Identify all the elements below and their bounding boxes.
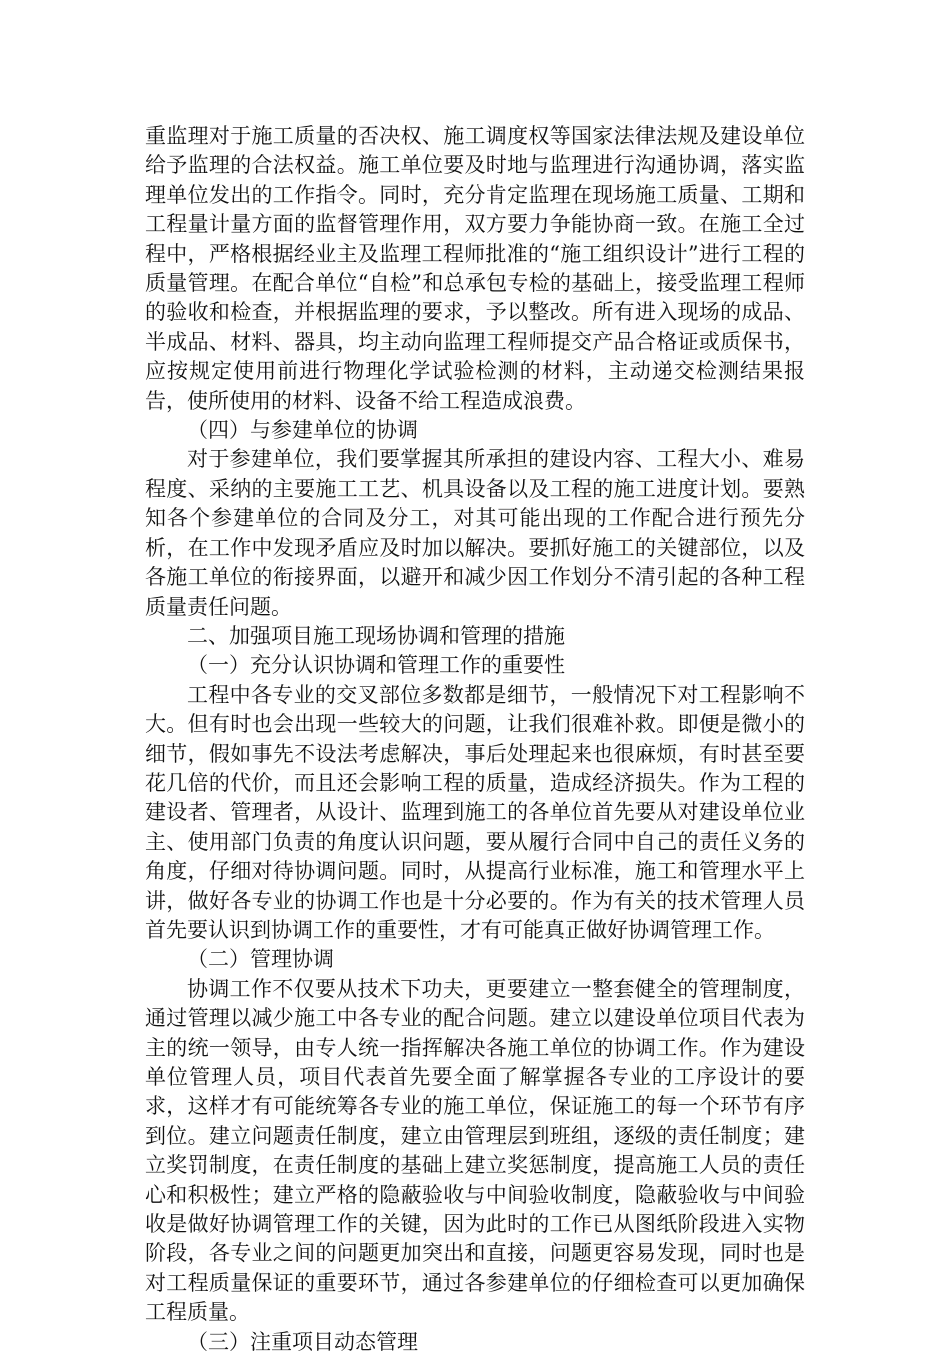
paragraph-participants: 对于参建单位，我们要掌握其所承担的建设内容、工程大小、难易程度、采纳的主要施工工艺、机具设备以及工程的施工进度计划。要熟知各个参建单位的合同及分工，对其可能出现的工作配合进行预先分析，在工作中发现矛盾应及时加以解决。要抓好施工的关键部位，以及各施工单位的衔接界面，以避开和减少因工作划分不清引起的各种工程质量责任问题。 [145, 447, 805, 619]
paragraph-management-coordination: 协调工作不仅要从技术下功夫，更要建立一整套健全的管理制度，通过管理以减少施工中各专业的配合问题。建立以建设单位项目代表为主的统一领导，由专人统一指挥解决各施工单位的协调工作。作为建设单位管理人员，项目代表首先要全面了解掌握各专业的工序设计的要求，这样才有可能统筹各专业的施工单位，保证施工的每一个环节有序到位。建立问题责任制度，建立由管理层到班组，逐级的责任制度；建立奖罚制度，在责任制度的基础上建立奖惩制度，提高施工人员的责任心和积极性；建立严格的隐蔽验收与中间验收制度，隐蔽验收与中间验收是做好协调管理工作的关键，因为此时的工作已从图纸阶段进入实物阶段，各专业之间的问题更加突出和直接，问题更容易发现，同时也是对工程质量保证的重要环节，通过各参建单位的仔细检查可以更加确保工程质量。 [145, 976, 805, 1325]
section-heading-management-coordination: （二）管理协调 [187, 947, 334, 972]
section-heading-importance: （一）充分认识协调和管理工作的重要性 [187, 653, 565, 678]
section-heading-coordination-with-participants: （四）与参建单位的协调 [187, 418, 418, 443]
document-body [145, 122, 805, 1357]
section-heading-dynamic-management: （三）注重项目动态管理 [187, 1329, 418, 1354]
chapter-heading-measures: 二、加强项目施工现场协调和管理的措施 [187, 623, 565, 648]
paragraph-supervision-cooperation: 重监理对于施工质量的否决权、施工调度权等国家法律法规及建设单位给予监理的合法权益。施工单位要及时地与监理进行沟通协调，落实监理单位发出的工作指令。同时，充分肯定监理在现场施工质量、工期和工程量计量方面的监督管理作用，双方要力争能协商一致。在施工全过程中，严格根据经业主及监理工程师批准的“施工组织设计”进行工程的质量管理。在配合单位“自检”和总承包专检的基础上，接受监理工程师的验收和检查，并根据监理的要求，予以整改。所有进入现场的成品、半成品、材料、器具，均主动向监理工程师提交产品合格证或质保书，应按规定使用前进行物理化学试验检测的材料，主动递交检测结果报告，使所使用的材料、设备不给工程造成浪费。 [145, 124, 805, 413]
paragraph-importance: 工程中各专业的交叉部位多数都是细节，一般情况下对工程影响不大。但有时也会出现一些较大的问题，让我们很难补救。即便是微小的细节，假如事先不设法考虑解决，事后处理起来也很麻烦，有时甚至要花几倍的代价，而且还会影响工程的质量，造成经济损失。作为工程的建设者、管理者，从设计、监理到施工的各单位首先要从对建设单位业主、使用部门负责的角度认识问题，要从履行合同中自己的责任义务的角度，仔细对待协调问题。同时，从提高行业标准，施工和管理水平上讲，做好各专业的协调工作也是十分必要的。作为有关的技术管理人员首先要认识到协调工作的重要性，才有可能真正做好协调管理工作。 [145, 682, 805, 942]
